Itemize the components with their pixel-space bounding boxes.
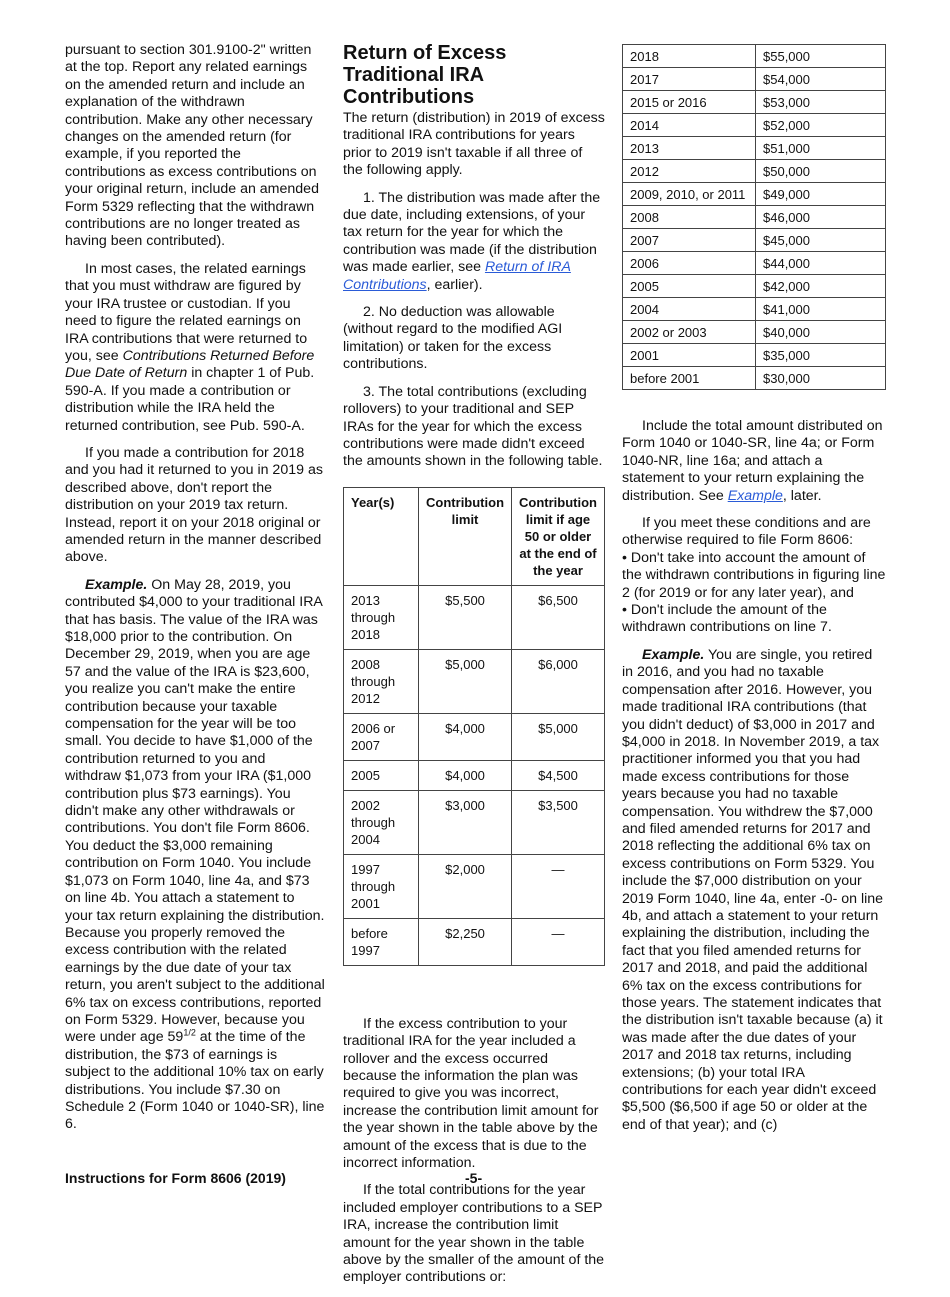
text-segment: at the time of the distribution, the $73 of earnings is subject to the additional 10% tax on early distributions. You include $7.30 on Schedule 2 (Form 1040 or 1040-SR), line 6.: [65, 1029, 325, 1133]
table-row: [623, 183, 886, 206]
table-row: [344, 854, 605, 918]
table-row: [344, 713, 605, 760]
left-paragraphs: [65, 42, 325, 1134]
table-cell: $2,250: [419, 918, 512, 965]
paragraph: [343, 1182, 605, 1286]
table-cell: $5,000: [512, 713, 605, 760]
table-cell: $45,000: [756, 229, 886, 252]
example-label: Example.: [642, 646, 705, 663]
table-cell: $52,000: [756, 114, 886, 137]
table-cell: $4,500: [512, 760, 605, 790]
table-cell: before 2001: [623, 367, 756, 390]
table-row: [623, 206, 886, 229]
table-row: [623, 252, 886, 275]
table-cell: $53,000: [756, 91, 886, 114]
text-segment: in chapter 1 of Pub. 590-A. If you made a contribution or distribution while the IRA held the returned contribution, see Pub. 590-A.: [65, 365, 315, 434]
paragraph: [65, 261, 325, 435]
text-segment: • Don't include the amount of the withdrawn contributions on line 7.: [622, 602, 832, 636]
table-row: [344, 790, 605, 854]
text-segment: If the excess contribution to your traditional IRA for the year included a rollover and the excess occurred because the information the plan was required to give you was incorrect, increase the contribution limit amount for the year shown in the table above by the amount of the excess that is due to the incorrect information.: [343, 1015, 599, 1171]
text-segment: If you made a contribution for 2018 and you had it returned to you in 2019 as described above, don't report the distribution on your 2019 tax return. Instead, report it on your 2018 original or amended return in the manner described above.: [65, 444, 323, 566]
paragraph: [343, 1016, 605, 1173]
example-label: Example.: [85, 576, 148, 593]
table-row: [623, 137, 886, 160]
table-cell: $50,000: [756, 160, 886, 183]
table-row: [623, 367, 886, 390]
middle-column: [343, 42, 605, 1297]
paragraph: [622, 602, 886, 637]
table-cell: 2004: [623, 298, 756, 321]
column-header: Contribution limit if age 50 or older at the end of the year: [512, 487, 605, 585]
text-segment: , later.: [782, 487, 822, 504]
table-cell: $30,000: [756, 367, 886, 390]
left-column: [65, 42, 325, 1144]
table-cell: $55,000: [756, 45, 886, 68]
table-cell: $54,000: [756, 68, 886, 91]
paragraph: [65, 42, 325, 251]
paragraph: [343, 110, 605, 180]
table-row: [623, 45, 886, 68]
paragraph: [622, 550, 886, 602]
sep-limit-table: [622, 44, 886, 390]
table-cell: $41,000: [756, 298, 886, 321]
table-cell: 2017: [623, 68, 756, 91]
table-cell: $5,500: [419, 585, 512, 649]
right-column: [622, 42, 886, 1144]
paragraph: [65, 445, 325, 567]
table-cell: 2008: [623, 206, 756, 229]
text-segment: , earlier).: [426, 276, 483, 293]
table-cell: $4,000: [419, 760, 512, 790]
paragraph: [65, 577, 325, 1134]
footer-form-title: Instructions for Form 8606 (2019): [65, 1170, 286, 1186]
text-segment: Include the total amount distributed on Form 1040 or 1040-SR, line 4a; or Form 1040-NR, line 16a; and attach a statement to your return explaining the distribution. See: [622, 418, 883, 504]
table-cell: $46,000: [756, 206, 886, 229]
middle-paragraphs-after-table: [343, 1016, 605, 1287]
table-row: [344, 918, 605, 965]
text-segment: 3. The total contributions (excluding rollovers) to your traditional and SEP IRAs for the year for which the excess contributions were made didn't exceed the amounts shown in the following table.: [343, 383, 603, 470]
table-cell: $5,000: [419, 649, 512, 713]
table-cell: before 1997: [344, 918, 419, 965]
paragraph: [343, 384, 605, 471]
table-cell: —: [512, 854, 605, 918]
table-cell: 2001: [623, 344, 756, 367]
table-cell: $40,000: [756, 321, 886, 344]
paragraph: [622, 418, 886, 505]
text-segment: The return (distribution) in 2019 of excess traditional IRA contributions for years prior to 2019 isn't taxable if all three of the following apply.: [343, 110, 605, 179]
table-row: [623, 114, 886, 137]
cross-reference-link[interactable]: Return of IRA Contributions: [343, 259, 571, 293]
table-cell: $2,000: [419, 854, 512, 918]
table-cell: 1997 through 2001: [344, 854, 419, 918]
column-header: Contribution limit: [419, 487, 512, 585]
text-segment: If you meet these conditions and are otherwise required to file Form 8606:: [622, 515, 871, 549]
table-cell: 2005: [623, 275, 756, 298]
table-cell: 2018: [623, 45, 756, 68]
table-row: [623, 68, 886, 91]
table-row: [344, 649, 605, 713]
page-number: -5-: [465, 1170, 483, 1186]
cross-reference-link[interactable]: Example: [727, 487, 783, 504]
table-cell: $4,000: [419, 713, 512, 760]
table-cell: 2013 through 2018: [344, 585, 419, 649]
table-cell: 2007: [623, 229, 756, 252]
table-cell: 2002 through 2004: [344, 790, 419, 854]
paragraph: [622, 647, 886, 1134]
table-cell: $49,000: [756, 183, 886, 206]
text-segment: If the total contributions for the year included employer contributions to a SEP IRA, increase the contribution limit amount for the year shown in the table above by the smaller of the amount of the employer contributions or:: [343, 1182, 605, 1286]
section-heading: Return of Excess Traditional IRA Contributions: [343, 42, 507, 108]
table-cell: $44,000: [756, 252, 886, 275]
text-segment: • Don't take into account the amount of the withdrawn contributions in figuring line 2 (for 2019 or for any later year), and: [622, 549, 886, 601]
table-cell: 2006: [623, 252, 756, 275]
table-cell: $6,500: [512, 585, 605, 649]
table-row: [623, 344, 886, 367]
table-cell: $42,000: [756, 275, 886, 298]
table-cell: 2002 or 2003: [623, 321, 756, 344]
table-cell: 2014: [623, 114, 756, 137]
table-row: [344, 585, 605, 649]
text-segment: 1/2: [183, 1027, 196, 1038]
paragraph: [622, 515, 886, 550]
table-cell: $3,000: [419, 790, 512, 854]
table-row: [623, 321, 886, 344]
table-row: [623, 298, 886, 321]
table-cell: $35,000: [756, 344, 886, 367]
table-row: [623, 275, 886, 298]
contribution-limits-table: [343, 487, 605, 966]
table-cell: $3,500: [512, 790, 605, 854]
table-row: [623, 91, 886, 114]
text-segment: 2. No deduction was allowable (without regard to the modified AGI limitation) or taken for the excess contributions.: [343, 304, 563, 373]
table-cell: —: [512, 918, 605, 965]
text-segment: On May 28, 2019, you contributed $4,000 to your traditional IRA that has basis. The value of the IRA was $18,000 prior to the contribution. On December 29, 2019, when you are age 57 and the value of the IRA is $23,600, you realize you can't make the entire contribution because your taxable compensation for the year will be too small. You decide to have $1,000 of the contribution returned to you and withdraw $1,073 from your IRA ($1,000 contribution plus $73 earnings). You didn't make any other withdrawals or contributions. You don't file Form 8606. You deduct the $3,000 remaining contribution on Form 1040. You include $1,073 on Form 1040, line 4a, and $73 on line 4b. You attach a statement to your tax return explaining the distribution. Because you properly removed the excess contribution with the related earnings by the due date of your tax return, you aren't subject to the additional 6% tax on excess contributions, reported on Form 5329. However, because you were under age 59: [65, 576, 325, 1046]
right-paragraphs: [622, 418, 886, 1134]
table-cell: 2009, 2010, or 2011: [623, 183, 756, 206]
table-row: [623, 229, 886, 252]
table-cell: $6,000: [512, 649, 605, 713]
table-cell: 2012: [623, 160, 756, 183]
table-row: [344, 760, 605, 790]
text-segment: 1. The distribution was made after the due date, including extensions, of your tax return for the year for which the contribution was made (if the distribution was made earlier, see: [343, 189, 601, 276]
table-cell: 2008 through 2012: [344, 649, 419, 713]
table-cell: 2013: [623, 137, 756, 160]
table-row: [623, 160, 886, 183]
paragraph: [343, 304, 605, 374]
column-header: Year(s): [344, 487, 419, 585]
text-segment: In most cases, the related earnings that you must withdraw are figured by your IRA trustee or custodian. If you need to figure the related earnings on IRA contributions that were returned to you, see: [65, 260, 308, 364]
table-cell: 2006 or 2007: [344, 713, 419, 760]
table-cell: 2005: [344, 760, 419, 790]
text-segment: You are single, you retired in 2016, and you had no taxable compensation after 2016. However, you made traditional IRA contributions (that you didn't deduct) of $3,000 in 2017 and $4,000 in 2018. In November 2019, a tax practitioner informed you that you had made excess contributions for those years because you had no taxable compensation. You withdrew the $7,000 and filed amended returns for 2017 and 2018 reflecting the additional 6% tax on excess contributions on Form 5329. You include the $7,000 distribution on your 2019 Form 1040, line 4a, enter -0- on line 4b, and attach a statement to your return explaining the distribution, including the fact that you filed amended returns for 2017 and 2018, and paid the additional 6% tax on the excess contributions for those years. The statement indicates that the distribution isn't taxable because (a) it was made after the due dates of your 2017 and 2018 tax returns, including extensions; (b) your total IRA contributions for each year didn't exceed $5,500 ($6,500 if age 50 or older at the end of that year); and (c): [622, 646, 884, 1133]
table-cell: $51,000: [756, 137, 886, 160]
text-segment: pursuant to section 301.9100-2" written at the top. Report any related earnings on the amended return and include an explanation of the withdrawn contribution. Make any other necessary changes on the amended return (for example, if you reported the contributions as excess contributions on your original return, include an amended Form 5329 reflecting that the withdrawn contributions are no longer treated as having been contributed).: [65, 42, 319, 250]
table-cell: 2015 or 2016: [623, 91, 756, 114]
text-segment: Contributions Returned Before Due Date of Return: [65, 347, 315, 382]
paragraph: [343, 190, 605, 294]
middle-paragraphs-before-table: [343, 110, 605, 471]
